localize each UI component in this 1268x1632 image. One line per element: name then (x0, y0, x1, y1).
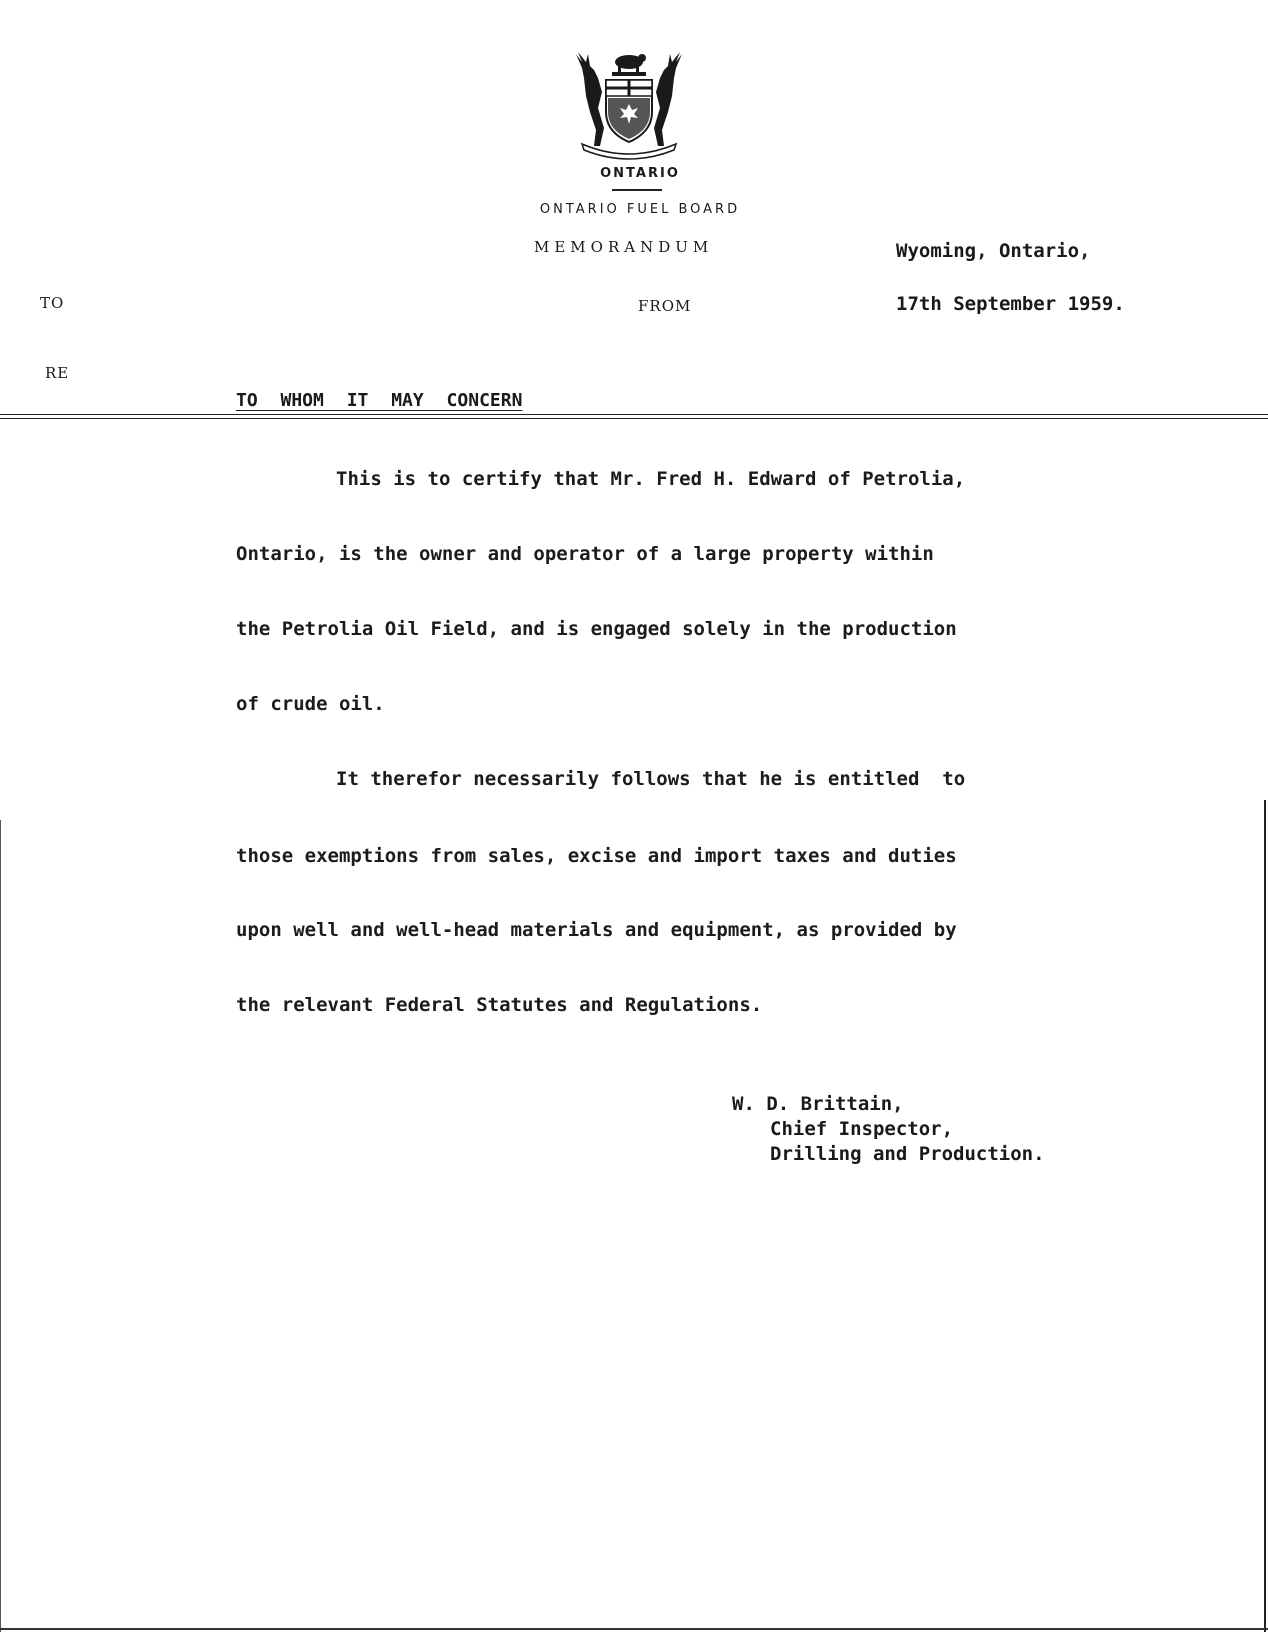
body-line: Ontario, is the owner and operator of a large property within (236, 543, 934, 565)
province-name: ONTARIO (600, 166, 680, 181)
signature-title: Chief Inspector, (770, 1118, 954, 1140)
memo-title: MEMORANDUM (534, 238, 714, 256)
body-line: the Petrolia Oil Field, and is engaged solely in the production (236, 618, 957, 640)
header-rule (612, 189, 662, 191)
page-edge (0, 820, 1, 1632)
page-edge (1264, 800, 1266, 1632)
body-line: This is to certify that Mr. Fred H. Edward of Petrolia, (336, 468, 966, 490)
body-line: upon well and well-head materials and equipment, as provided by (236, 919, 957, 941)
to-label: TO (40, 294, 65, 312)
subject-line: TO WHOM IT MAY CONCERN (236, 390, 523, 411)
subject-divider (0, 414, 1268, 419)
signature-name: W. D. Brittain, (732, 1093, 904, 1115)
body-line: those exemptions from sales, excise and import taxes and duties (236, 845, 957, 867)
body-line: It therefor necessarily follows that he is entitled to (336, 768, 966, 790)
board-name: ONTARIO FUEL BOARD (539, 202, 741, 217)
page-edge (0, 1628, 1268, 1630)
body-line: the relevant Federal Statutes and Regulations. (236, 994, 763, 1016)
signature-department: Drilling and Production. (770, 1143, 1045, 1165)
from-label: FROM (638, 297, 692, 315)
dateline-date: 17th September 1959. (896, 293, 1125, 315)
ontario-coat-of-arms-icon (568, 48, 690, 160)
re-label: RE (45, 364, 70, 382)
body-line: of crude oil. (236, 693, 385, 715)
dateline-place: Wyoming, Ontario, (896, 240, 1091, 262)
